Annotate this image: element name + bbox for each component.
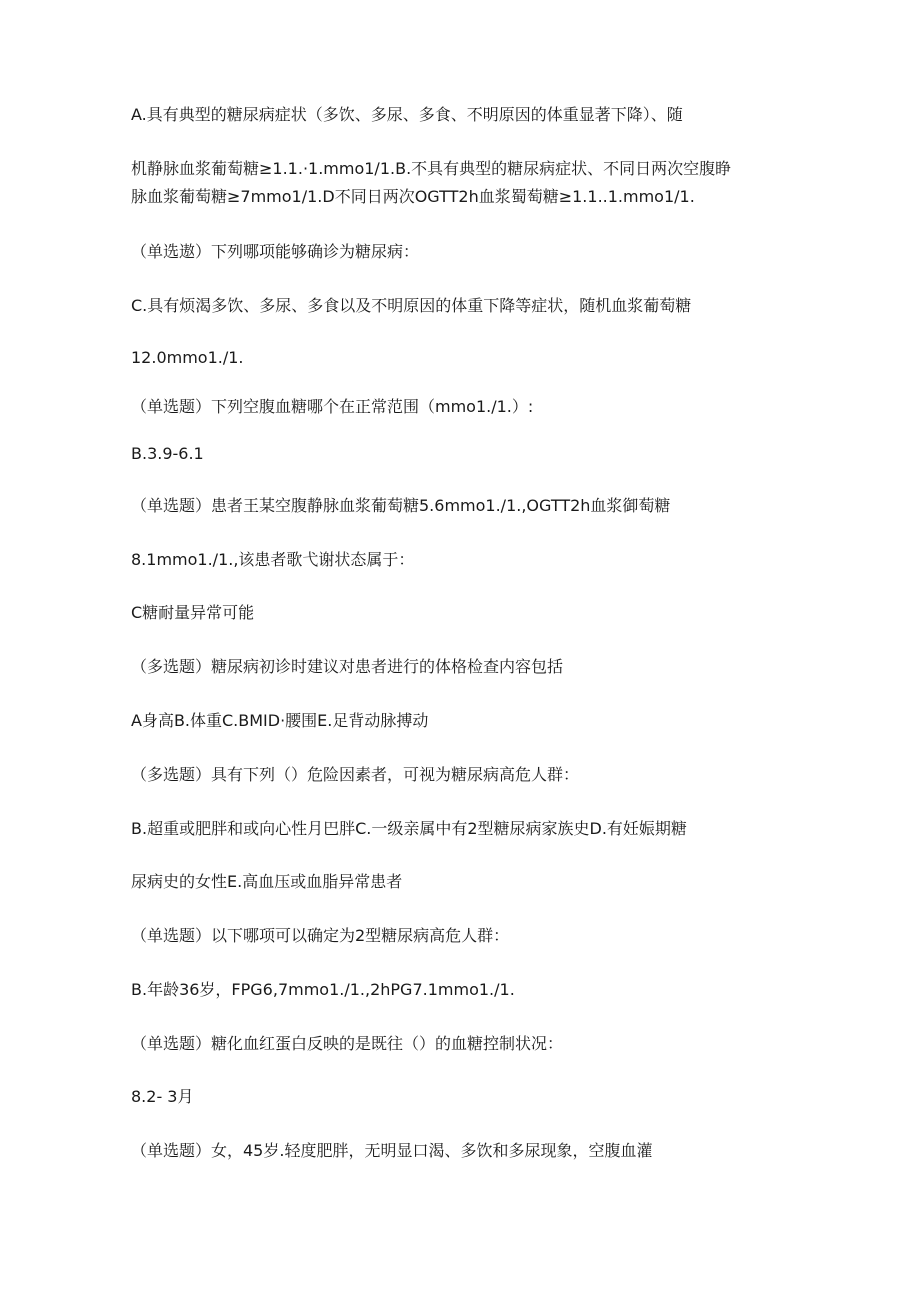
text-line: A.具有典型的糖尿病症状（多饮、多尿、多食、不明原因的体重显著下降）、随: [131, 105, 683, 124]
text-line: （单选题）女，45岁.轻度肥胖，无明显口渴、多饮和多尿现象，空腹血灌: [131, 1141, 653, 1160]
text-line: 8.2- 3月: [131, 1087, 194, 1106]
text-line: 12.0mmo1./1.: [131, 348, 244, 367]
text-line: （多选题）具有下列（）危险因素者，可视为糖尿病高危人群：: [131, 765, 580, 784]
text-line: （单选题）以下哪项可以确定为2型糖尿病高危人群：: [131, 926, 510, 945]
text-line: （单选题）糖化血红蛋白反映的是既往（）的血糖控制状况：: [131, 1034, 564, 1053]
text-line: C糖耐量异常可能: [131, 603, 255, 622]
text-line: C.具有烦渴多饮、多尿、多食以及不明原因的体重下降等症状，随机血浆葡萄糖: [131, 296, 692, 315]
text-line: 尿病史的女性E.高血压或血脂异常患者: [131, 872, 403, 891]
text-line: B.超重或肥胖和或向心性月巴胖C.一级亲属中有2型糖尿病家族史D.有妊娠期糖: [131, 819, 687, 838]
text-line: B.3.9-6.1: [131, 444, 204, 463]
text-line: 8.1mmo1./1.,该患者歌弋谢状态属于：: [131, 550, 415, 569]
text-line: 脉血浆葡萄糖≥7mmo1∕1.D不同日两次OGTT2h血浆蜀萄糖≥1.1..1.mmo1∕1.: [131, 187, 695, 206]
text-line: A身高B.体重C.BMID·腰围E.足背动脉搏动: [131, 711, 429, 730]
text-line: （单选题）患者王某空腹静脉血浆葡萄糖5.6mmo1./1.,OGTT2h血浆御萄糖: [131, 496, 671, 515]
text-line: B.年龄36岁，FPG6,7mmo1./1.,2hPG7.1mmo1./1.: [131, 980, 515, 999]
text-line: 机静脉血浆葡萄糖≥1.1.·1.mmo1∕1.B.不具有典型的糖尿病症状、不同日两次空腹睁: [131, 159, 732, 178]
text-line: （单选题）下列空腹血糖哪个在正常范围（mmo1./1.）:: [131, 397, 534, 416]
text-line: （多选题）糖尿病初诊时建议对患者进行的体格检查内容包括: [131, 657, 564, 676]
text-line: （单选遨）下列哪项能够确诊为糖尿病：: [131, 242, 420, 261]
